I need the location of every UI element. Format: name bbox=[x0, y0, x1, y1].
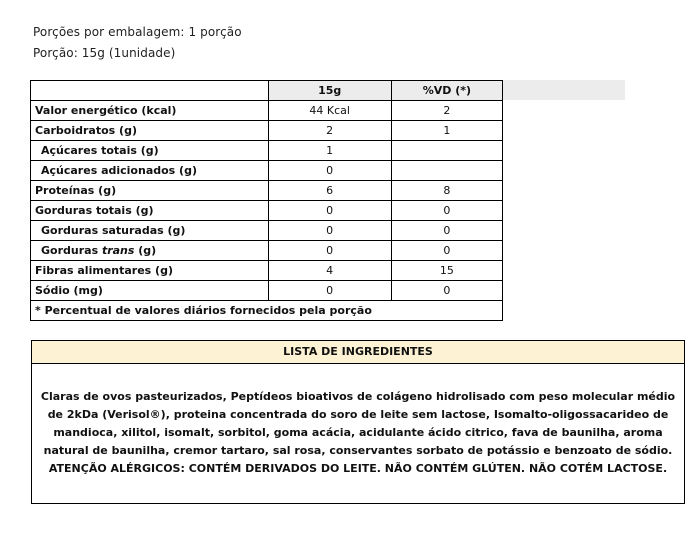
table-row-saturated-fat bbox=[31, 221, 503, 241]
table-row-total-sugars bbox=[31, 141, 503, 161]
row-vd: 8 bbox=[391, 181, 502, 201]
table-row-total-fat bbox=[31, 201, 503, 221]
row-vd: 1 bbox=[391, 121, 502, 141]
table-footnote-row bbox=[31, 301, 503, 321]
table-row-energy bbox=[31, 101, 503, 121]
row-label: Proteínas (g) bbox=[31, 181, 269, 201]
row-amount: 2 bbox=[268, 121, 391, 141]
row-label bbox=[31, 241, 269, 261]
table-row-fiber bbox=[31, 261, 503, 281]
row-label: Gorduras saturadas (g) bbox=[31, 221, 269, 241]
header-shade-extension bbox=[502, 80, 625, 100]
row-vd: 0 bbox=[391, 281, 502, 301]
row-vd: 0 bbox=[391, 241, 502, 261]
row-amount: 6 bbox=[268, 181, 391, 201]
table-row-proteins bbox=[31, 181, 503, 201]
row-vd: 2 bbox=[391, 101, 502, 121]
column-header-vd: %VD (*) bbox=[391, 81, 502, 101]
table-header-row bbox=[31, 81, 503, 101]
row-amount: 0 bbox=[268, 221, 391, 241]
row-label: Valor energético (kcal) bbox=[31, 101, 269, 121]
row-vd: 0 bbox=[391, 221, 502, 241]
row-vd bbox=[391, 161, 502, 181]
table-row-trans-fat bbox=[31, 241, 503, 261]
table-footnote: * Percentual de valores diários fornecidos pela porção bbox=[31, 301, 503, 321]
ingredients-text: Claras de ovos pasteurizados, Peptídeos bioativos de colágeno hidrolisado com peso molecular médio de 2kDa (Verisol®), proteina concentrada do soro de leite sem lactose, Isomalto-oligossacarideo de mandioca, xilitol, isomalt, sorbitol, goma acácia, acidulante ácido citrico, fava de baunilha, aroma natural de baunilha, cremor tartaro, sal rosa, conservantes sorbato de potássio e benzoato de sódio. ATENÇÃO ALÉRGICOS: CONTÉM DERIVADOS DO LEITE. NÃO CONTÉM GLÚTEN. NÃO COTÉM LACTOSE. bbox=[40, 390, 676, 475]
row-vd: 0 bbox=[391, 201, 502, 221]
row-amount: 0 bbox=[268, 241, 391, 261]
row-amount: 44 Kcal bbox=[268, 101, 391, 121]
row-amount: 0 bbox=[268, 201, 391, 221]
nutrition-table bbox=[30, 80, 503, 321]
row-vd bbox=[391, 141, 502, 161]
column-header-amount: 15g bbox=[268, 81, 391, 101]
row-amount: 4 bbox=[268, 261, 391, 281]
row-label: Sódio (mg) bbox=[31, 281, 269, 301]
row-label-italic: trans bbox=[101, 244, 135, 257]
row-label: Açúcares totais (g) bbox=[31, 141, 269, 161]
servings-per-package: Porções por embalagem: 1 porção bbox=[33, 25, 242, 39]
portion-size: Porção: 15g (1unidade) bbox=[33, 46, 176, 60]
table-row-carbs bbox=[31, 121, 503, 141]
table-row-added-sugars bbox=[31, 161, 503, 181]
row-label: Fibras alimentares (g) bbox=[31, 261, 269, 281]
header-blank-cell bbox=[31, 81, 269, 101]
row-label: Gorduras totais (g) bbox=[31, 201, 269, 221]
row-amount: 0 bbox=[268, 281, 391, 301]
ingredients-title: LISTA DE INGREDIENTES bbox=[32, 341, 684, 364]
table-row-sodium bbox=[31, 281, 503, 301]
row-amount: 1 bbox=[268, 141, 391, 161]
ingredients-box bbox=[31, 340, 685, 504]
row-label-suffix: (g) bbox=[134, 244, 157, 257]
row-label: Carboidratos (g) bbox=[31, 121, 269, 141]
row-amount: 0 bbox=[268, 161, 391, 181]
row-label-prefix: Gorduras bbox=[41, 244, 102, 257]
row-label: Açúcares adicionados (g) bbox=[31, 161, 269, 181]
row-vd: 15 bbox=[391, 261, 502, 281]
